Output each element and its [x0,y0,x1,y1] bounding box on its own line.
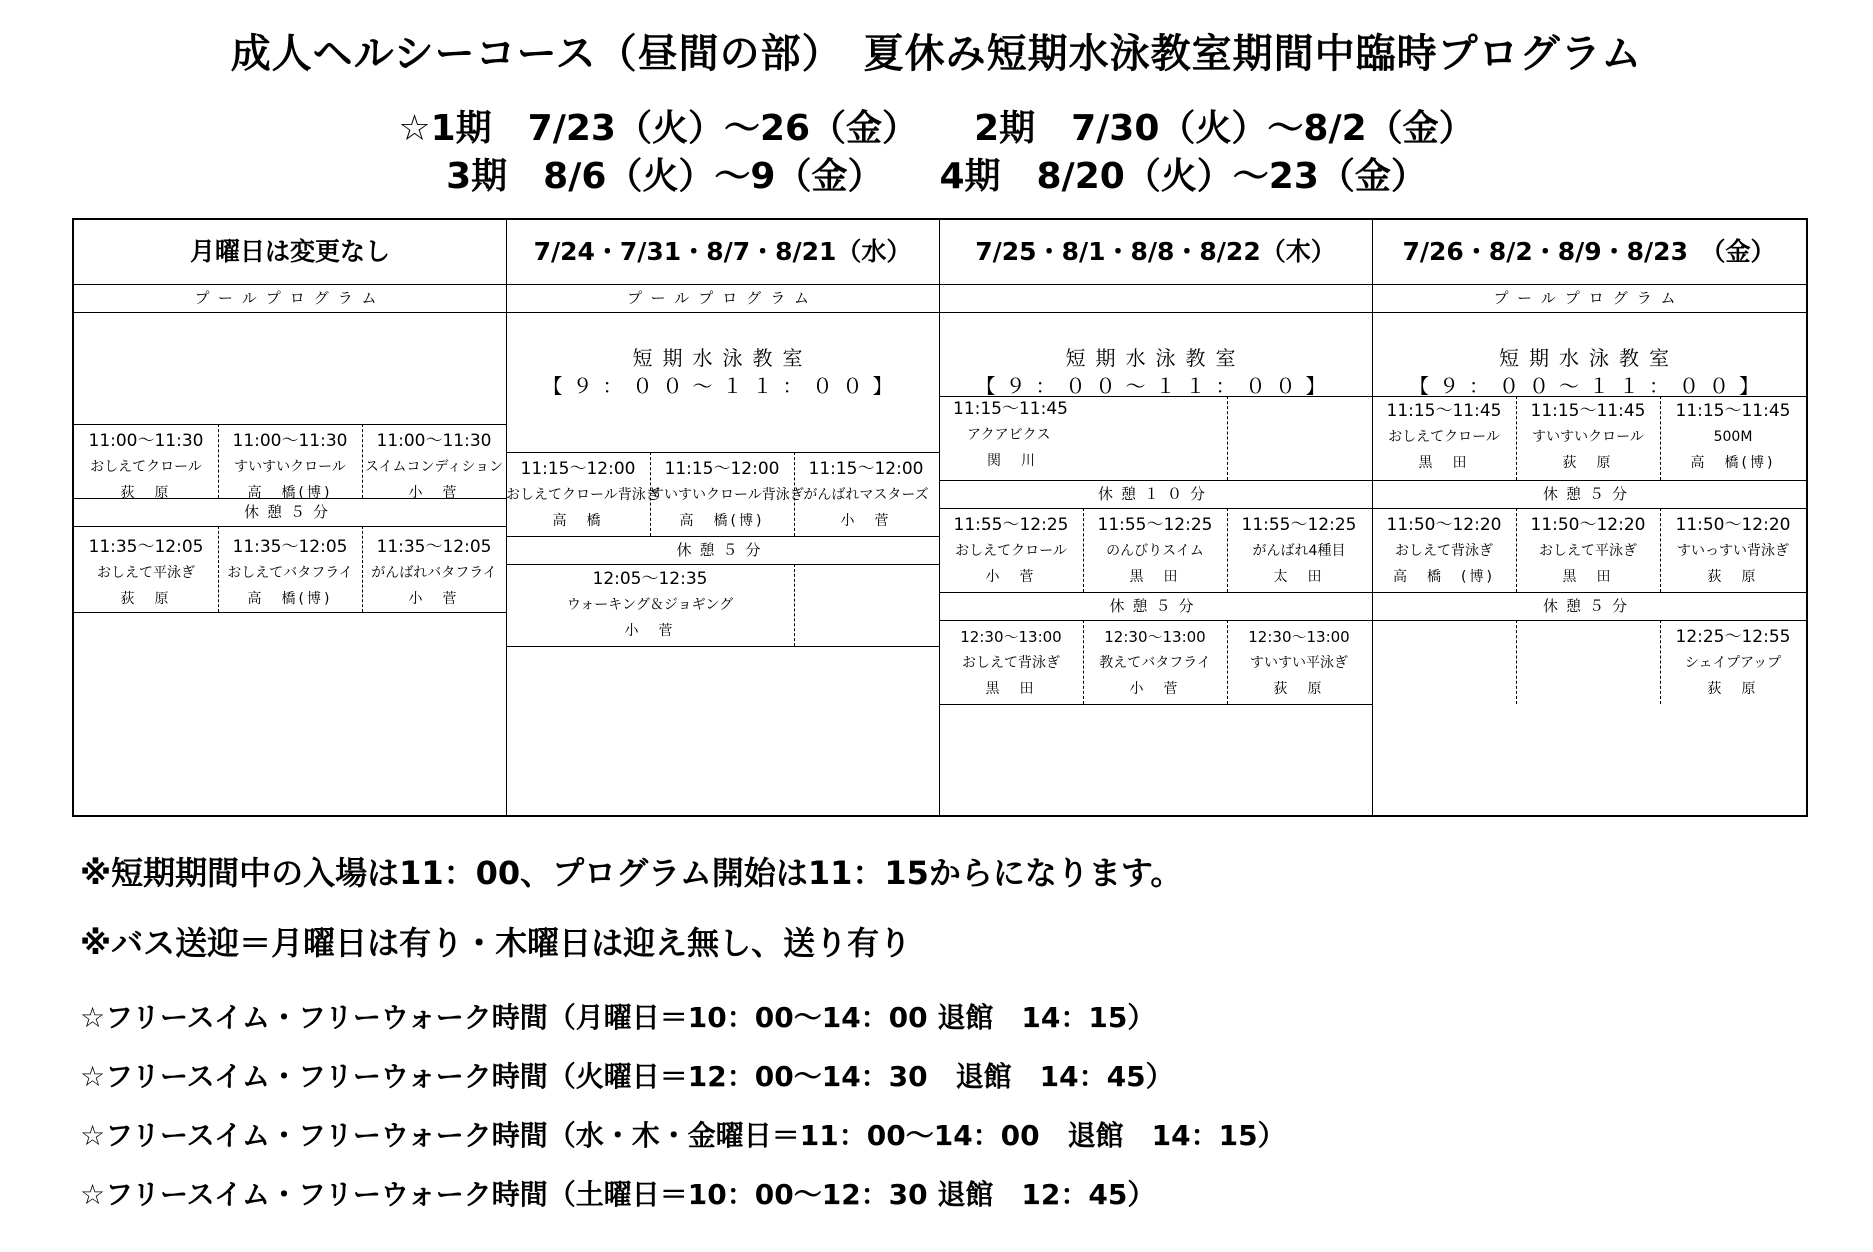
header-thursday: 7/25・8/1・8/8・8/22（木） [975,237,1336,266]
free-swim-tuesday: ☆フリースイム・フリーウォーク時間（火曜日＝12：00～14：30 退館 14：45） [80,1060,1174,1093]
thu-break-10: 休憩１０分 [1097,485,1213,503]
fri-break-2: 休憩５分 [1542,597,1635,615]
fri-slot-2-2: 11:50～12:20 おしえて平泳ぎ 黒 田 [1530,515,1646,585]
header-wednesday: 7/24・7/31・8/7・8/21（水） [533,237,912,266]
wed-slot-1-1: 11:15～12:00 おしえてクロール背泳ぎ 高 橋 [506,459,660,529]
pool-program-label-mon: プールプログラム [194,289,386,307]
mon-slot-2-3: 11:35～12:05 がんばれバタフライ 小 菅 [371,537,497,607]
header-friday: 7/26・8/2・8/9・8/23 （金） [1402,237,1776,266]
fri-short-course-time: 【９：００～１１：００】 [1409,374,1769,398]
schedule-table [72,218,1808,817]
thu-slot-3-2: 12:30～13:00 教えてバタフライ 小 菅 [1099,628,1211,697]
periods-line-1 [0,100,1873,151]
pool-program-label-wed: プールプログラム [626,289,819,307]
note-bus: ※バス送迎＝月曜日は有り・木曜日は迎え無し、送り有り [80,924,912,962]
wed-walking-jogging: 12:05～12:35 ウォーキング＆ジョギング 小 菅 [566,569,734,639]
pool-program-label-fri: プールプログラム [1493,289,1685,307]
wed-short-course-time: 【９：００～１１：００】 [542,374,903,398]
mon-slot-2-1: 11:35～12:05 おしえて平泳ぎ 荻 原 [88,537,204,607]
thu-slot-2-3: 11:55～12:25 がんばれ4種目 太 田 [1241,515,1357,585]
wed-slot-1-2: 11:15～12:00 すいすいクロール背泳ぎ 高 橋(博) [650,459,804,529]
mon-slot-1-3: 11:00～11:30 スイムコンディション 小 菅 [364,431,504,501]
free-swim-monday: ☆フリースイム・フリーウォーク時間（月曜日＝10：00～14：00 退館 14：15） [80,1001,1156,1034]
fri-slot-1-3: 11:15～11:45 500M 高 橋(博) [1675,401,1791,471]
mon-slot-1-2: 11:00～11:30 すいすいクロール 高 橋(博) [232,431,348,501]
thu-slot-2-2: 11:55～12:25 のんびりスイム 黒 田 [1097,515,1213,585]
fri-slot-1-1: 11:15～11:45 おしえてクロール 黒 田 [1386,401,1502,471]
mon-break: 休憩５分 [243,503,336,521]
period-4: 4期 8/20（火）～23（金） [939,156,1427,197]
page-title: 成人ヘルシーコース（昼間の部） 夏休み短期水泳教室期間中臨時プログラム [230,31,1643,77]
period-3: 3期 8/6（火）～9（金） [446,156,884,197]
thu-short-course-title: 短期水泳教室 [1065,346,1246,370]
period-2: 2期 7/30（火）～8/2（金） [974,108,1475,149]
wed-short-course-title: 短期水泳教室 [632,346,813,370]
fri-slot-2-3: 11:50～12:20 すいっすい背泳ぎ 荻 原 [1675,515,1791,585]
period-1: ☆1期 7/23（火）～26（金） [398,108,919,149]
thu-break-5: 休憩５分 [1109,597,1202,615]
mon-slot-2-2: 11:35～12:05 おしえてバタフライ 高 橋(博) [227,537,353,607]
thu-slot-2-1: 11:55～12:25 おしえてクロール 小 菅 [953,515,1069,585]
fri-short-course-title: 短期水泳教室 [1499,346,1679,370]
thu-short-course-time: 【９：００～１１：００】 [975,374,1336,398]
note-entry-time: ※短期期間中の入場は11：00、プログラム開始は11：15からになります。 [80,854,1183,892]
thu-slot-3-1: 12:30～13:00 おしえて背泳ぎ 黒 田 [960,628,1062,697]
fri-slot-1-2: 11:15～11:45 すいすいクロール 荻 原 [1530,401,1646,471]
periods-line-2 [0,148,1873,199]
fri-slot-2-1: 11:50～12:20 おしえて背泳ぎ 高 橋 (博) [1386,515,1502,585]
header-monday: 月曜日は変更なし [189,237,390,266]
thu-aquabics: 11:15～11:45 アクアビクス 関 川 [953,399,1068,469]
free-swim-wed-thu-fri: ☆フリースイム・フリーウォーク時間（水・木・金曜日＝11：00～14：00 退館 14：15） [80,1119,1286,1152]
fri-break-1: 休憩５分 [1542,485,1635,503]
fri-shape-up: 12:25～12:55 シェイプアップ 荻 原 [1675,627,1791,697]
wed-break: 休憩５分 [676,541,769,559]
mon-slot-1-1: 11:00～11:30 おしえてクロール 荻 原 [88,431,204,501]
wed-slot-1-3: 11:15～12:00 がんばれマスターズ 小 菅 [803,459,929,529]
thu-slot-3-3: 12:30～13:00 すいすい平泳ぎ 荻 原 [1248,628,1350,697]
free-swim-saturday: ☆フリースイム・フリーウォーク時間（土曜日＝10：00～12：30 退館 12：45） [80,1178,1156,1211]
